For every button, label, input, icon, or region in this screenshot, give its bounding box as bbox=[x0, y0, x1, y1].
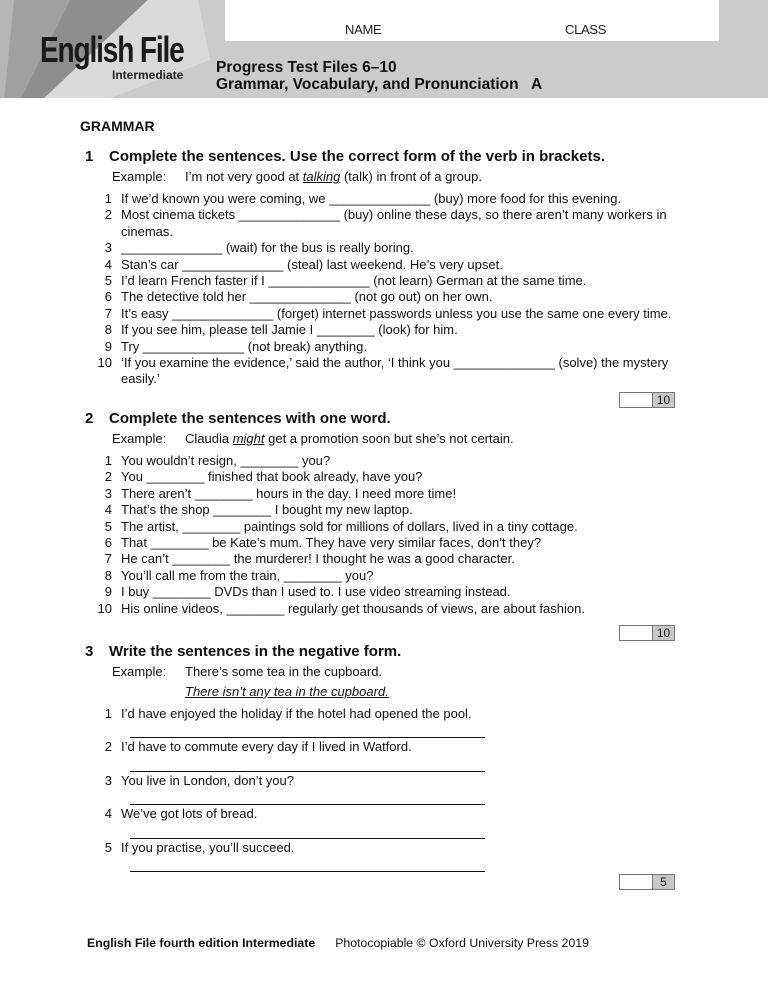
section-1-score-box bbox=[619, 392, 675, 408]
item-text: You’ll call me from the train, ________ you? bbox=[121, 567, 374, 583]
item-text: There aren’t ________ hours in the day. I need more time! bbox=[121, 485, 457, 501]
section-1-heading: 1 Complete the sentences. Use the correct form of the verb in brackets. bbox=[85, 148, 605, 165]
grammar-heading: GRAMMAR bbox=[80, 118, 155, 134]
item-text: He can’t ________ the murderer! I thought he was a good character. bbox=[121, 551, 515, 567]
section-3-example-answer: There isn’t any tea in the cupboard. bbox=[185, 683, 389, 699]
item-number: 2 bbox=[104, 739, 112, 755]
item-number: 5 bbox=[104, 839, 112, 855]
item-text: His online videos, ________ regularly get thousands of views, are about fashion. bbox=[121, 600, 585, 616]
score-total: 10 bbox=[653, 393, 674, 407]
list-item bbox=[95, 191, 685, 207]
item-number: 9 bbox=[104, 584, 112, 600]
section-2-score-box bbox=[619, 625, 675, 641]
item-number: 6 bbox=[104, 534, 112, 550]
list-item bbox=[95, 273, 685, 289]
item-text: I’d have enjoyed the holiday if the hotel had opened the pool. bbox=[121, 705, 472, 721]
answer-line[interactable] bbox=[130, 756, 485, 772]
test-content bbox=[0, 117, 768, 890]
section-2-heading: 2 Complete the sentences with one word. bbox=[85, 409, 391, 427]
name-class-box bbox=[225, 0, 719, 41]
item-text: ______________ (wait) for the bus is really boring. bbox=[121, 240, 414, 256]
item-number: 2 bbox=[104, 469, 112, 485]
section-3-score-box bbox=[619, 874, 675, 890]
item-number: 5 bbox=[104, 273, 112, 289]
item-text: We’ve got lots of bread. bbox=[121, 806, 258, 822]
list-item bbox=[95, 584, 685, 600]
list-item bbox=[95, 551, 685, 567]
item-text: You ________ finished that book already, have you? bbox=[121, 469, 423, 485]
item-number: 3 bbox=[104, 240, 112, 256]
item-number: 10 bbox=[97, 355, 112, 371]
item-number: 5 bbox=[104, 518, 112, 534]
list-item bbox=[95, 355, 685, 388]
score-input[interactable] bbox=[620, 393, 653, 407]
item-number: 4 bbox=[104, 502, 112, 518]
title-line-1: Progress Test Files 6–10 bbox=[216, 59, 397, 76]
item-number: 1 bbox=[104, 452, 112, 468]
item-text: If we’d known you were coming, we ______________ (buy) more food for this evening. bbox=[121, 191, 622, 206]
answer-line[interactable] bbox=[130, 789, 485, 805]
page-title bbox=[216, 59, 542, 93]
answer-line[interactable] bbox=[130, 722, 485, 738]
list-item bbox=[95, 339, 685, 355]
item-text: I buy ________ DVDs than I used to. I use video streaming instead. bbox=[121, 584, 511, 600]
item-number: 7 bbox=[104, 305, 112, 321]
item-number: 1 bbox=[104, 705, 112, 721]
item-number: 3 bbox=[104, 772, 112, 788]
item-text: You live in London, don’t you? bbox=[121, 772, 294, 788]
list-item bbox=[95, 486, 685, 502]
score-total: 10 bbox=[653, 626, 674, 640]
list-item bbox=[95, 502, 685, 518]
section-1-items bbox=[95, 191, 685, 388]
score-input[interactable] bbox=[620, 626, 653, 640]
item-text: The artist, ________ paintings sold for millions of dollars, lived in a tiny cottage. bbox=[121, 518, 578, 534]
item-text: That’s the shop ________ I bought my new laptop. bbox=[121, 502, 413, 518]
item-text: You wouldn’t resign, ________ you? bbox=[121, 452, 331, 468]
title-line-2: Grammar, Vocabulary, and Pronunciation A bbox=[216, 76, 543, 93]
list-item bbox=[95, 706, 685, 722]
section-1-example: Example: I’m not very good at talking (talk) in front of a group. bbox=[112, 169, 482, 184]
section-3-items bbox=[95, 706, 685, 872]
list-item bbox=[95, 773, 685, 789]
section-3-example: Example: There’s some tea in the cupboard. bbox=[112, 663, 383, 679]
item-text: I’d have to commute every day if I lived in Watford. bbox=[121, 739, 412, 755]
item-number: 8 bbox=[104, 322, 112, 338]
list-item bbox=[95, 840, 685, 856]
footer bbox=[87, 936, 589, 950]
item-number: 9 bbox=[104, 338, 112, 354]
answer-line[interactable] bbox=[130, 823, 485, 839]
list-item bbox=[95, 601, 685, 617]
item-number: 1 bbox=[104, 191, 112, 206]
item-number: 6 bbox=[104, 289, 112, 305]
item-text: The detective told her ______________ (not go out) on her own. bbox=[121, 289, 493, 305]
item-number: 7 bbox=[104, 551, 112, 567]
item-number: 4 bbox=[104, 256, 112, 272]
footer-edition: English File fourth edition Intermediate bbox=[87, 936, 316, 950]
item-text: That ________ be Kate’s mum. They have very similar faces, don’t they? bbox=[121, 534, 542, 550]
score-total: 5 bbox=[653, 875, 674, 889]
score-input[interactable] bbox=[620, 875, 653, 889]
list-item bbox=[95, 306, 685, 322]
item-number: 4 bbox=[104, 806, 112, 822]
class-label: CLASS bbox=[565, 22, 607, 37]
section-2-items bbox=[95, 453, 685, 617]
item-number: 2 bbox=[104, 207, 112, 223]
list-item bbox=[95, 568, 685, 584]
logo: English File bbox=[40, 29, 184, 70]
list-item bbox=[95, 289, 685, 305]
item-number: 8 bbox=[104, 567, 112, 583]
list-item bbox=[95, 806, 685, 822]
item-number: 10 bbox=[97, 600, 112, 616]
item-text: If you see him, please tell Jamie I ________ (look) for him. bbox=[121, 322, 458, 338]
item-text: It’s easy ______________ (forget) internet passwords unless you use the same one every time. bbox=[121, 305, 672, 321]
logo-subtitle: Intermediate bbox=[112, 68, 184, 82]
section-3-heading: 3 Write the sentences in the negative form. bbox=[85, 642, 402, 660]
footer-copyright: Photocopiable © Oxford University Press 2019 bbox=[335, 936, 589, 950]
name-label: NAME bbox=[345, 22, 382, 37]
list-item bbox=[95, 207, 685, 240]
answer-line[interactable] bbox=[130, 856, 485, 872]
list-item bbox=[95, 257, 685, 273]
item-text: Try ______________ (not break) anything. bbox=[121, 338, 367, 354]
list-item bbox=[95, 453, 685, 469]
item-text: Most cinema tickets ______________ (buy) online these days, so there aren’t many workers in cinemas. bbox=[121, 207, 667, 239]
item-text: ‘If you examine the evidence,’ said the author, ‘I think you ______________ (solve) the mystery easily.’ bbox=[121, 355, 669, 387]
section-2-example: Example: Claudia might get a promotion soon but she’s not certain. bbox=[112, 430, 514, 446]
item-text: If you practise, you’ll succeed. bbox=[121, 839, 295, 855]
list-item bbox=[95, 469, 685, 485]
list-item bbox=[95, 535, 685, 551]
list-item bbox=[95, 519, 685, 535]
list-item bbox=[95, 240, 685, 256]
item-number: 3 bbox=[104, 485, 112, 501]
page-header bbox=[0, 0, 768, 98]
item-text: Stan’s car ______________ (steal) last weekend. He’s very upset. bbox=[121, 256, 503, 272]
item-text: I’d learn French faster if I ______________ (not learn) German at the same time. bbox=[121, 273, 587, 289]
list-item bbox=[95, 739, 685, 755]
list-item bbox=[95, 322, 685, 338]
